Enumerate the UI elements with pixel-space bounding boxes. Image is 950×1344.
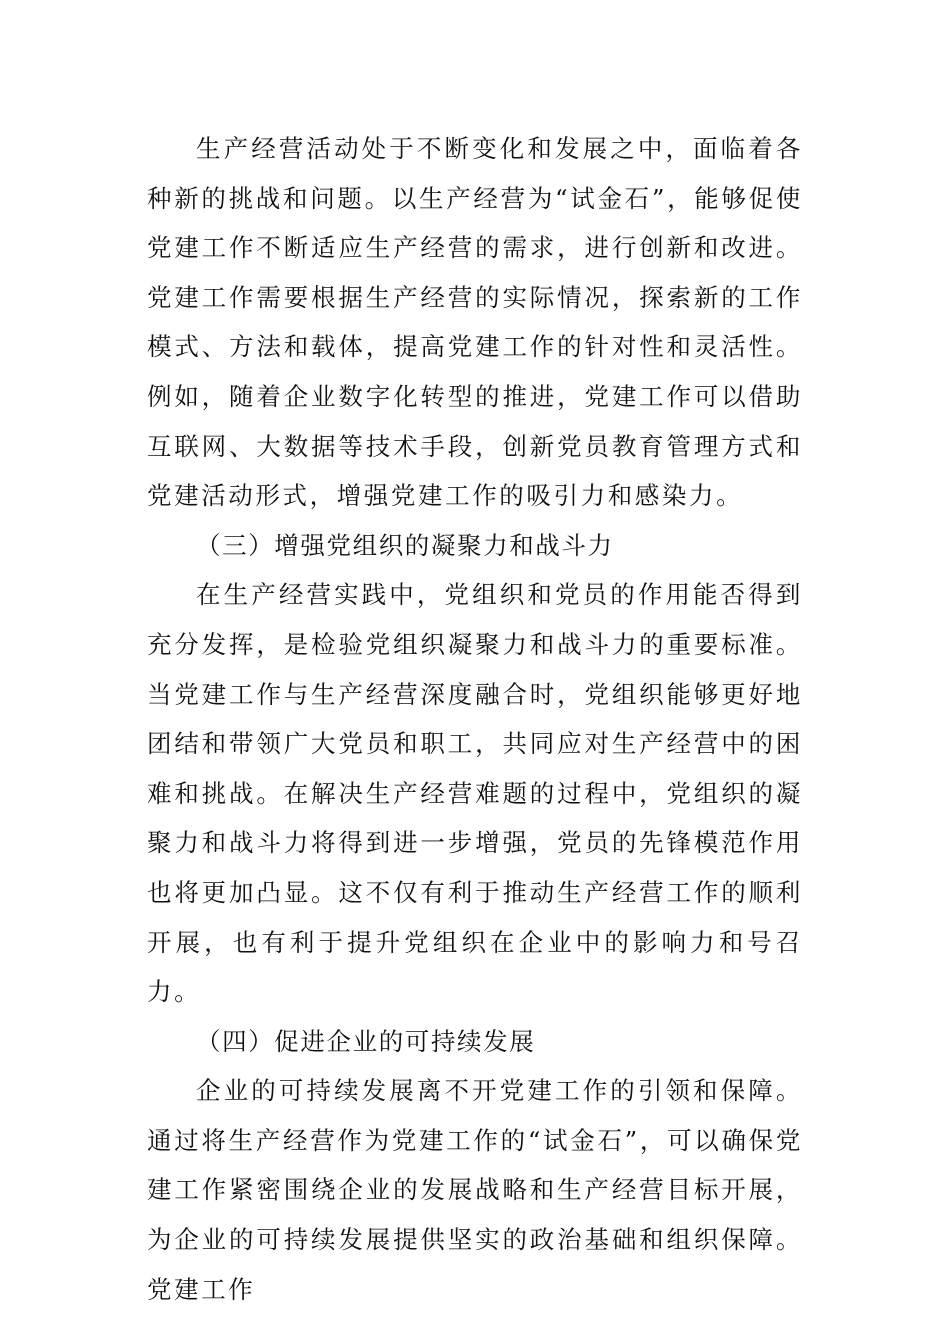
paragraph-sustainable-development: 企业的可持续发展离不开党建工作的引领和保障。通过将生产经营作为党建工作的“试金石”，可以确保党建工作紧密围绕企业的发展战略和生产经营目标开展，为企业的可持续发展提供坚实的政治基础和组织保障。党建工作 [147,1076,803,1304]
document-body [147,124,803,1314]
section-heading-4: （四）促进企业的可持续发展 [196,1026,536,1056]
paragraph-innovation: 生产经营活动处于不断变化和发展之中，面临着各种新的挑战和问题。以生产经营为“试金石”，能够促使党建工作不断适应生产经营的需求，进行创新和改进。党建工作需要根据生产经营的实际情况，探索新的工作模式、方法和载体，提高党建工作的针对性和灵活性。例如，随着企业数字化转型的推进，党建工作可以借助互联网、大数据等技术手段，创新党员教育管理方式和党建活动形式，增强党建工作的吸引力和感染力。 [147,134,803,511]
section-heading-3: （三）增强党组织的凝聚力和战斗力 [196,530,614,560]
paragraph-cohesion: 在生产经营实践中，党组织和党员的作用能否得到充分发挥，是检验党组织凝聚力和战斗力的重要标准。当党建工作与生产经营深度融合时，党组织能够更好地团结和带领广大党员和职工，共同应对生产经营中的困难和挑战。在解决生产经营难题的过程中，党组织的凝聚力和战斗力将得到进一步增强，党员的先锋模范作用也将更加凸显。这不仅有利于推动生产经营工作的顺利开展，也有利于提升党组织在企业中的影响力和号召力。 [147,580,803,1007]
